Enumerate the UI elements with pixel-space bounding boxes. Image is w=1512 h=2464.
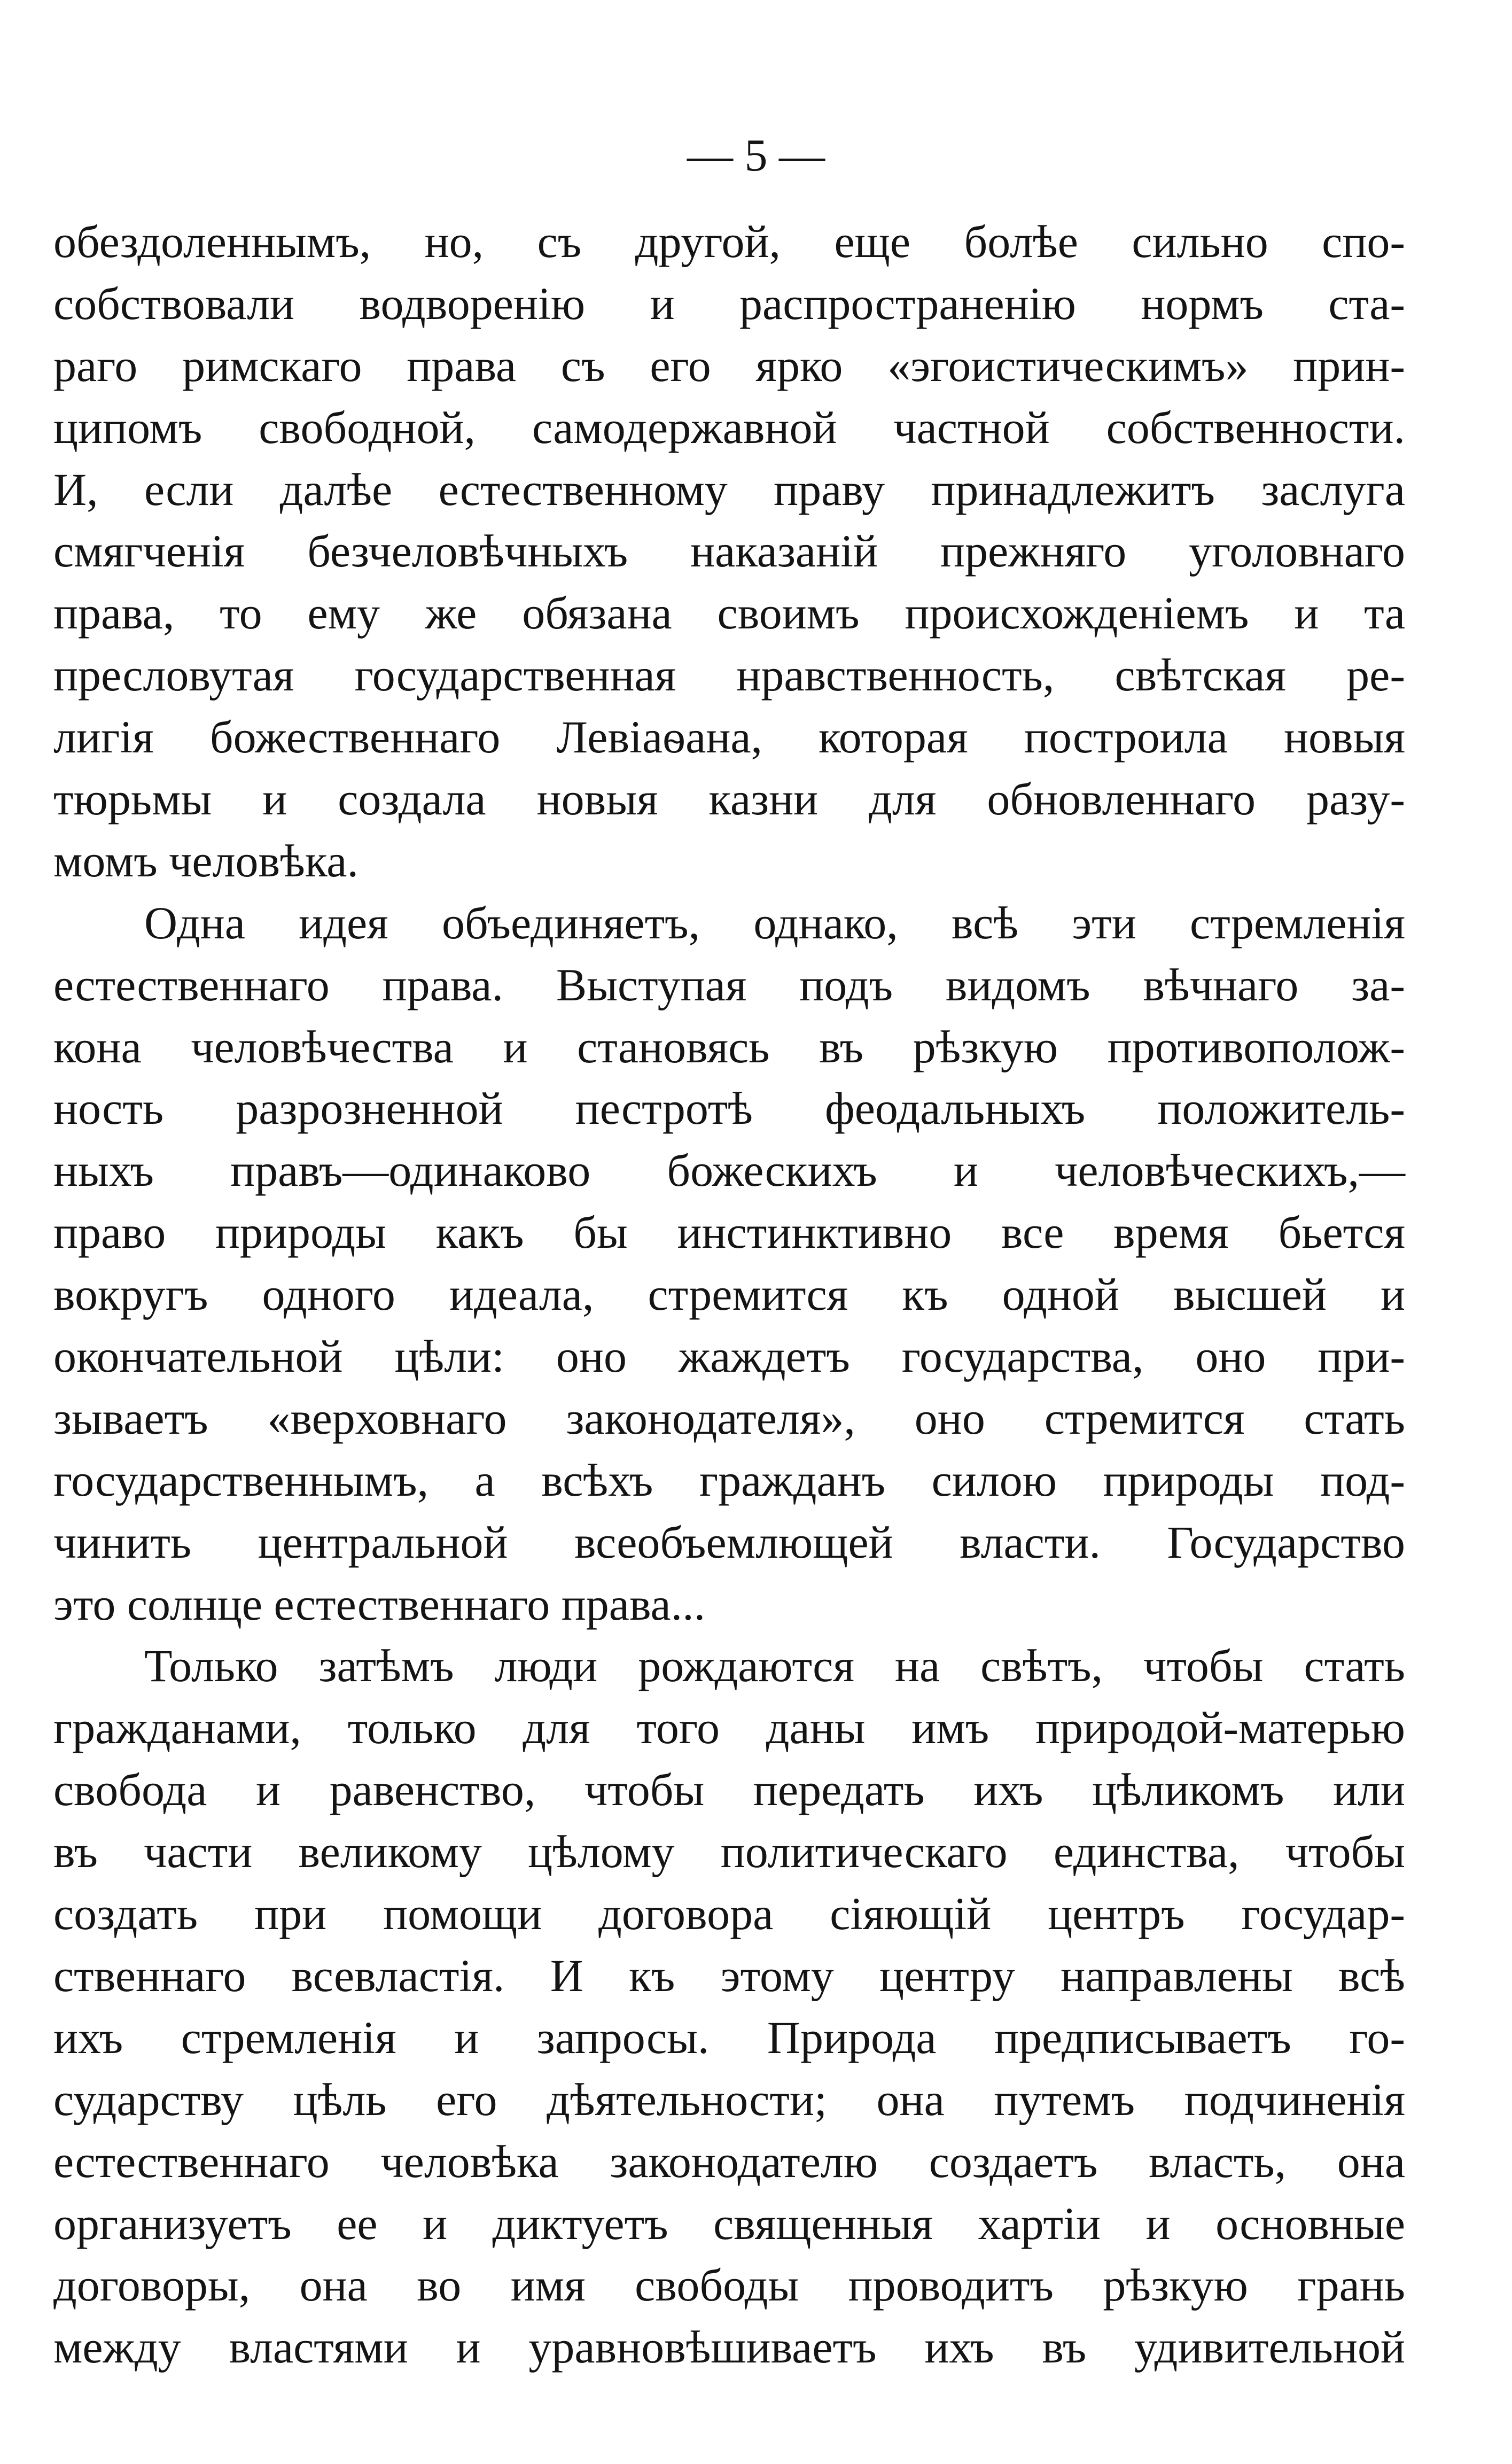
text-line: между властями и уравновѣшиваетъ ихъ въ удивительной bbox=[53, 2321, 1405, 2373]
text-line: окончательной цѣли: оно жаждетъ государства, оно при- bbox=[53, 1331, 1405, 1382]
text-line: раго римскаго права съ его ярко «эгоистическимъ» прин- bbox=[53, 339, 1405, 391]
text-line: создать при помощи договора сіяющій центръ государ- bbox=[53, 1888, 1405, 1940]
text-line: лигія божественнаго Левіаѳана, которая построила новыя bbox=[53, 711, 1405, 763]
text-line: ность разрозненной пестротѣ феодальныхъ положитель- bbox=[53, 1083, 1405, 1134]
text-line: это солнце естественнаго права... bbox=[53, 1578, 706, 1630]
text-line: государственнымъ, а всѣхъ гражданъ силою природы под- bbox=[53, 1454, 1405, 1506]
text-line: въ части великому цѣлому политическаго единства, чтобы bbox=[53, 1826, 1405, 1878]
text-line: ныхъ правъ—одинаково божескихъ и человѣческихъ,— bbox=[53, 1145, 1405, 1196]
text-line: естественнаго человѣка законодателю создаетъ власть, она bbox=[53, 2135, 1405, 2187]
text-line: собствовали водворенію и распространенію нормъ ста- bbox=[53, 277, 1405, 329]
text-line: сударству цѣль его дѣятельности; она путемъ подчиненія bbox=[53, 2073, 1405, 2125]
text-line: вокругъ одного идеала, стремится къ одной высшей и bbox=[53, 1269, 1405, 1320]
text-line: пресловутая государственная нравственность, свѣтская ре- bbox=[53, 649, 1405, 701]
text-line: свобода и равенство, чтобы передать ихъ цѣликомъ или bbox=[53, 1764, 1405, 1816]
text-line: ихъ стремленія и запросы. Природа предписываетъ го- bbox=[53, 2011, 1405, 2063]
text-line: обездоленнымъ, но, съ другой, еще болѣе сильно спо- bbox=[53, 216, 1405, 267]
text-line: права, то ему же обязана своимъ происхожденіемъ и та bbox=[53, 587, 1405, 639]
text-line: естественнаго права. Выступая подъ видомъ вѣчнаго за- bbox=[53, 959, 1405, 1011]
text-line: чинить центральной всеобъемлющей власти. Государство bbox=[53, 1516, 1405, 1568]
text-line: организуетъ ее и диктуетъ священныя хартіи и основные bbox=[53, 2197, 1405, 2249]
text-line: И, если далѣе естественному праву принадлежитъ заслуга bbox=[53, 463, 1405, 515]
text-line: Только затѣмъ люди рождаются на свѣтъ, чтобы стать bbox=[144, 1640, 1405, 1692]
text-line: право природы какъ бы инстинктивно все время бьется bbox=[53, 1207, 1405, 1258]
text-line: ственнаго всевластія. И къ этому центру направлены всѣ bbox=[53, 1949, 1405, 2001]
text-line: смягченія безчеловѣчныхъ наказаній прежняго уголовнаго bbox=[53, 525, 1405, 577]
page-number: — 5 — bbox=[687, 129, 825, 181]
text-line: договоры, она во имя свободы проводитъ рѣзкую грань bbox=[53, 2259, 1405, 2311]
text-line: тюрьмы и создала новыя казни для обновленнаго разу- bbox=[53, 773, 1405, 825]
body-text bbox=[53, 211, 1405, 2379]
text-line: гражданами, только для того даны имъ природой-матерью bbox=[53, 1702, 1405, 1754]
text-line: Одна идея объединяетъ, однако, всѣ эти стремленія bbox=[144, 897, 1405, 949]
text-line: ципомъ свободной, самодержавной частной собственности. bbox=[53, 401, 1405, 453]
text-line: момъ человѣка. bbox=[53, 835, 358, 887]
text-line: зываетъ «верховнаго законодателя», оно стремится стать bbox=[53, 1392, 1405, 1444]
text-line: кона человѣчества и становясь въ рѣзкую противополож- bbox=[53, 1021, 1405, 1072]
